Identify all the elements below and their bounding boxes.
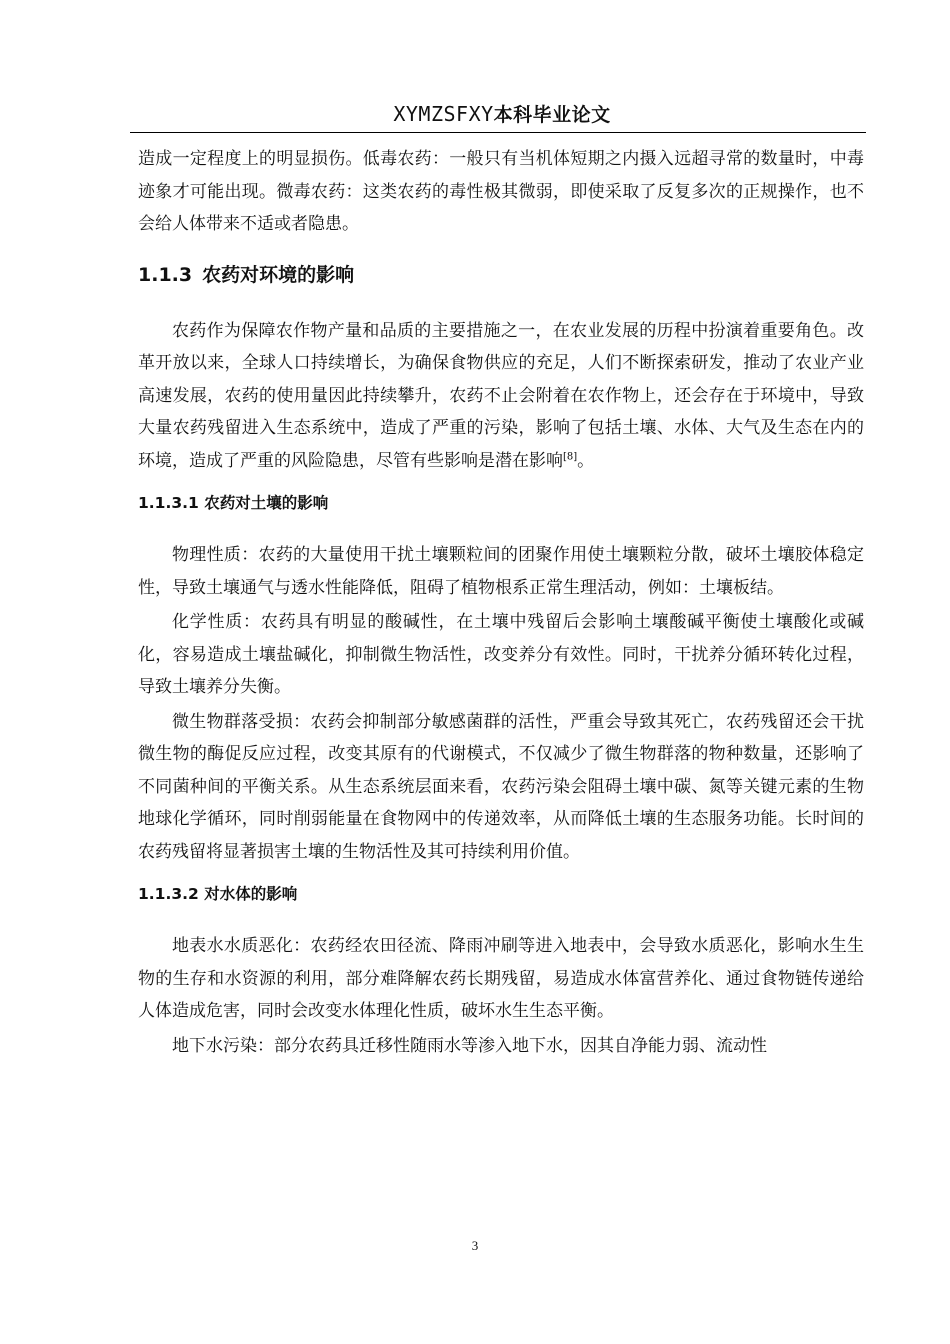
running-header — [138, 100, 866, 127]
subsection-heading-1-1-3-2: 1.1.3.2 对水体的影响 — [138, 885, 298, 903]
paragraph-groundwater: 地下水污染：部分农药具迁移性随雨水等渗入地下水，因其自净能力弱、流动性 — [172, 1035, 767, 1056]
header-chinese: 本科毕业论文 — [493, 104, 611, 126]
section-title: 农药对环境的影响 — [202, 263, 355, 286]
section-heading-1-1-3 — [138, 261, 864, 289]
paragraph-microbial-community: 微生物群落受损：农药会抑制部分敏感菌群的活性，严重会导致其死亡，农药残留还会干扰微生物的酶促反应过程，改变其原有的代谢模式，不仅减少了微生物群落的物种数量，还影响了不同菌种间的平衡关系。从生态系统层面来看，农药污染会阻碍土壤中碳、氮等关键元素的生物地球化学循环，同时削弱能量在食物网中的传递效率，从而降低土壤的生态服务功能。长时间的农药残留将显著损害土壤的生物活性及其可持续利用价值。 — [138, 711, 864, 862]
subsection-heading-1-1-3-1: 1.1.3.1 农药对土壤的影响 — [138, 494, 329, 512]
paragraph-surface-water: 地表水水质恶化：农药经农田径流、降雨冲刷等进入地表中，会导致水质恶化，影响水生生物的生存和水资源的利用，部分难降解农药长期残留，易造成水体富营养化、通过食物链传递给人体造成危害，同时会改变水体理化性质，破坏水生生态平衡。 — [138, 936, 864, 1021]
paragraph-text: 农药作为保障农作物产量和品质的主要措施之一，在农业发展的历程中扮演着重要角色。改革开放以来，全球人口持续增长，为确保食物供应的充足，人们不断探索研发，推动了农业产业高速发展，农药的使用量因此持续攀升，农药不止会附着在农作物上，还会存在于环境中，导致大量农药残留进入生态系统中，造成了严重的污染，影响了包括土壤、水体、大气及生态在内的环境，造成了严重的风险隐患，尽管有些影响是潜在影响 — [138, 320, 864, 471]
section-number: 1.1.3 — [138, 263, 193, 286]
header-rule — [130, 132, 866, 133]
page-body — [138, 143, 864, 1064]
citation-ref: [8] — [563, 450, 578, 462]
paragraph-environment-impact — [138, 315, 864, 478]
header-latin: XYMZSFXY — [393, 102, 494, 126]
paragraph-chemical-properties: 化学性质：农药具有明显的酸碱性，在土壤中残留后会影响土壤酸碱平衡使土壤酸化或碱化，容易造成土壤盐碱化，抑制微生物活性，改变养分有效性。同时，干扰养分循环转化过程，导致土壤养分失衡。 — [138, 612, 864, 697]
page-number: 3 — [471, 1238, 479, 1253]
paragraph-toxicity-continued: 造成一定程度上的明显损伤。低毒农药：一般只有当机体短期之内摄入远超寻常的数量时，中毒迹象才可能出现。微毒农药：这类农药的毒性极其微弱，即使采取了反复多次的正规操作，也不会给人体带来不适或者隐患。 — [138, 149, 864, 234]
paragraph-physical-properties: 物理性质：农药的大量使用干扰土壤颗粒间的团聚作用使土壤颗粒分散，破坏土壤胶体稳定性，导致土壤通气与透水性能降低，阻碍了植物根系正常生理活动，例如：土壤板结。 — [138, 545, 864, 598]
paragraph-end: 。 — [577, 450, 595, 471]
